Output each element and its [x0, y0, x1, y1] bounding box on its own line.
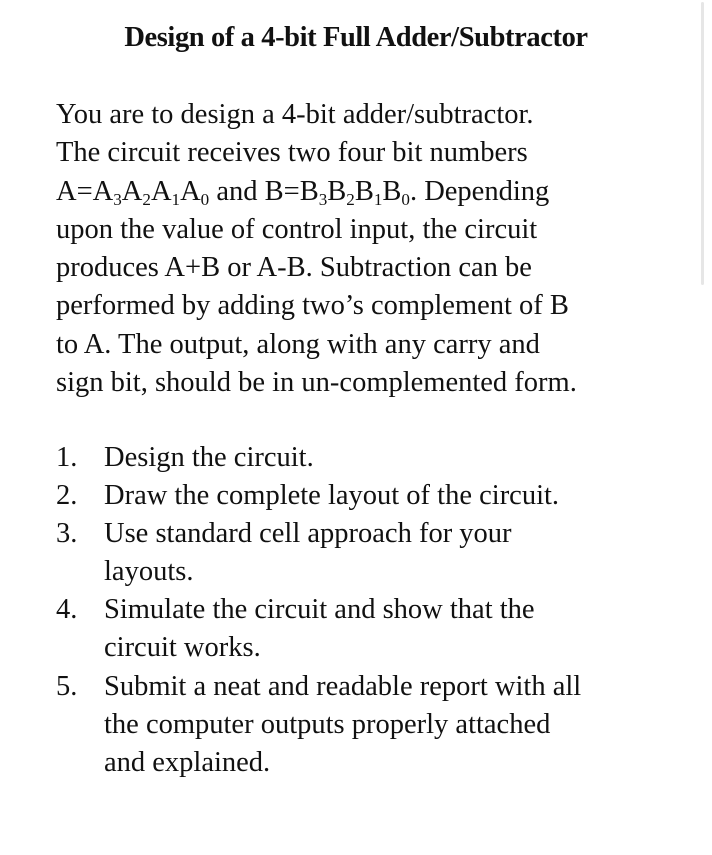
operand-letter: A — [150, 175, 172, 207]
operand-letter: B — [327, 175, 347, 207]
task-number: 5. — [56, 670, 78, 702]
intro-line: performed by adding two’s complement of B — [56, 290, 569, 322]
subscript: 0 — [200, 189, 210, 209]
task-number: 3. — [56, 518, 78, 550]
task-number: 1. — [56, 442, 78, 473]
task-item — [56, 477, 581, 515]
operand-letter: B — [382, 175, 402, 207]
task-text: Draw the complete layout of the circuit. — [104, 480, 560, 512]
task-text: layouts. — [104, 556, 194, 588]
page-title: Design of a 4-bit Full Adder/Subtractor — [124, 22, 588, 53]
task-text: circuit works. — [104, 632, 261, 664]
task-list — [56, 439, 581, 782]
intro-line: The circuit receives two four bit numbers — [56, 137, 528, 169]
intro-line: You are to design a 4-bit adder/subtractor. — [56, 99, 534, 130]
operand-a-prefix: A=A — [56, 175, 114, 207]
task-text: the computer outputs properly attached — [104, 708, 551, 740]
task-item — [56, 515, 581, 591]
subscript: 1 — [171, 189, 181, 209]
task-item — [56, 439, 581, 477]
task-item — [56, 668, 581, 782]
intro-line-operands — [56, 173, 656, 211]
task-number: 4. — [56, 594, 78, 626]
task-text: Use standard cell approach for your — [104, 518, 512, 550]
intro-paragraph — [56, 96, 656, 402]
task-text: Design the circuit. — [104, 442, 314, 473]
task-text: and explained. — [104, 746, 271, 778]
subscript: 3 — [318, 189, 328, 209]
task-number: 2. — [56, 480, 78, 512]
subscript: 3 — [113, 189, 122, 209]
intro-line: to A. The output, along with any carry and — [56, 328, 540, 360]
operand-suffix: . Depending — [409, 175, 550, 207]
subscript: 2 — [142, 189, 151, 209]
intro-line: produces A+B or A-B. Subtraction can be — [56, 252, 532, 284]
subscript: 0 — [401, 189, 410, 209]
subscript: 1 — [373, 189, 383, 209]
operand-middle: and B=B — [209, 175, 319, 207]
task-item — [56, 591, 581, 667]
intro-line: sign bit, should be in un-complemented form. — [56, 367, 577, 399]
task-text: Submit a neat and readable report with all — [104, 670, 582, 702]
task-text: Simulate the circuit and show that the — [104, 594, 535, 626]
operand-letter: A — [121, 175, 143, 207]
operand-letter: A — [180, 175, 201, 207]
intro-line: upon the value of control input, the circuit — [56, 213, 538, 245]
operand-letter: B — [354, 175, 374, 207]
subscript: 2 — [346, 189, 355, 209]
